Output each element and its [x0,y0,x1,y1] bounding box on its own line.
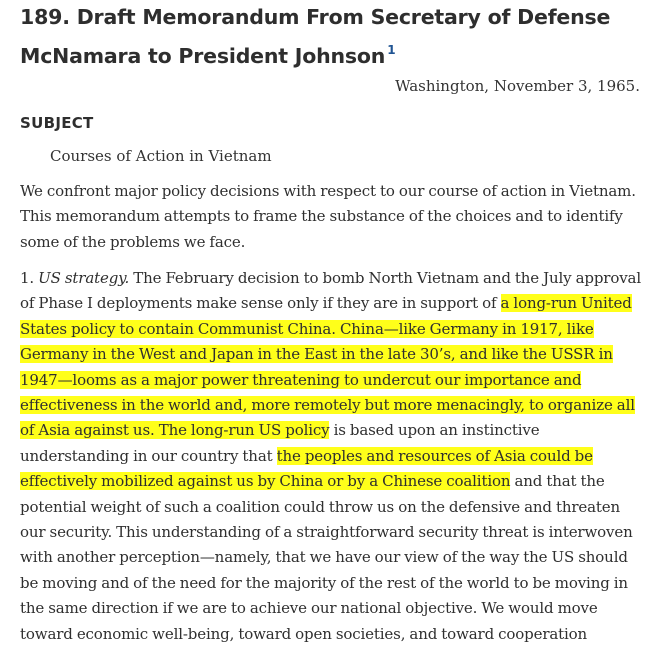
paragraph-text-c: and that the potential weight of such a coalition could throw us on the defensive and threaten our security. This understanding of a straightforward security threat is interwoven with another perception—namely, that we have our view of the way the US should be moving and of the need for the majority of the rest of the world to be moving in the same direction if we are to achieve our national objective. We would move toward economic well-being, toward open societies, and toward cooperation [20,472,633,643]
paragraph-text-b: is based upon an instinctive understanding in our country that [20,421,540,465]
subject-text: Courses of Action in Vietnam [50,147,272,165]
paragraph-number: 1. [20,269,35,287]
highlight-1: a long-run United States policy to contain Communist China. China—like Germany in 1917, like Germany in the West and Japan in the East in the late 30’s, and like the USSR in 1947—looms as a major power threatening to undercut our importance and effectiveness in the world and, more remotely but more menacingly, to organize all of Asia against us. The long-run US policy [20,294,635,440]
intro-paragraph: We confront major policy decisions with respect to our course of action in Vietnam. This memorandum attempts to frame the substance of the choices and to identify some of the problems we face. [20,182,636,251]
paragraph-1 [20,266,646,647]
dateline: Washington, November 3, 1965. [395,77,640,95]
title-text: 189. Draft Memorandum From Secretary of Defense McNamara to President Johnson [20,5,611,68]
subject-heading: SUBJECT [20,114,94,132]
footnote-link[interactable]: 1 [387,43,396,57]
page-title [20,1,646,73]
paragraph-text-a: The February decision to bomb North Vietnam and the July approval of Phase I deployments make sense only if they are in support of [20,269,641,313]
highlight-2: the peoples and resources of Asia could be effectively mobilized against us by China or by a Chinese coalition [20,446,593,491]
paragraph-heading: US strategy. [38,269,130,287]
